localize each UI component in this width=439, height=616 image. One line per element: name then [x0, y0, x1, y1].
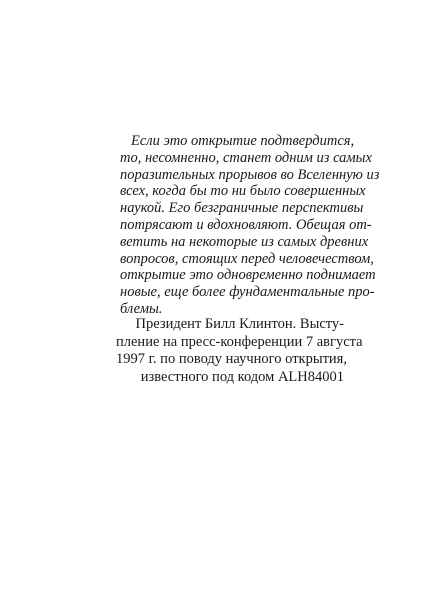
quote-line: Если это открытие подтвердится,: [131, 133, 355, 149]
quote-line: поразительных прорывов во Вселенную из: [120, 166, 380, 183]
attribution-line: 1997 г. по поводу научного открытия,: [116, 351, 347, 367]
attribution-line: известного под кодом ALH84001: [140, 368, 344, 385]
quote-line: вопросов, стоящих перед человечеством,: [120, 250, 374, 267]
quote-line: то, несомненно, станет одним из самых: [120, 149, 372, 166]
quote-line: всех, когда бы то ни было совершенных: [120, 183, 366, 200]
quote-line: потрясают и вдохновляют. Обещая от-: [120, 216, 372, 233]
epigraph-quote: [120, 133, 380, 318]
quote-line: ветить на некоторые из самых древних: [120, 233, 369, 250]
epigraph-attribution: [116, 316, 363, 386]
quote-line: новые, еще более фундаментальные про-: [120, 284, 375, 301]
quote-line: открытие это одновременно поднимает: [120, 267, 376, 284]
quote-line: блемы.: [120, 300, 163, 317]
attribution-line: Президент Билл Клинтон. Высту-: [135, 316, 344, 332]
quote-line: наукой. Его безграничные перспективы: [120, 200, 364, 217]
attribution-line: пление на пресс-конференции 7 августа: [116, 333, 363, 350]
